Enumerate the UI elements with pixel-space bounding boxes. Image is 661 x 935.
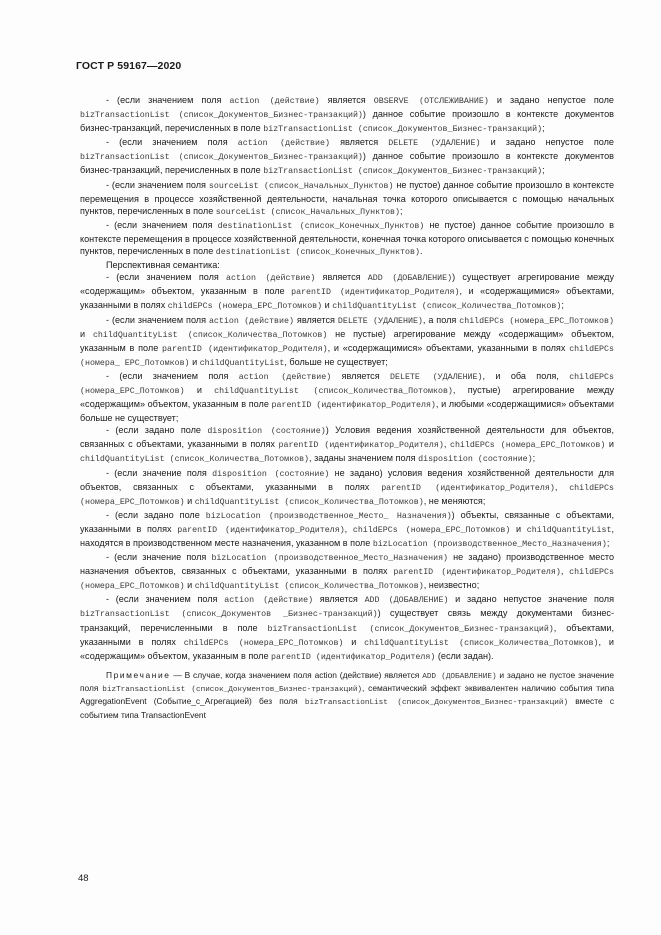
paragraph: - (если значением поля action (действие) является DELETE (УДАЛЕНИЕ) и задано непустое поле bizTransactionList (список_Документов_Бизнес-транзакций)) данное событие произошло в контексте документов бизнес-транзакций, перечисленных в поле bizTransactionList (список_Документов_Бизнес-транзакций); <box>80 137 614 177</box>
paragraph: - (если значением поля sourceList (список_Начальных_Пунктов) не пустое) данное событие произошло в контексте перемещения в процессе хозяйственной деятельности, начальная точка которого описывается с помощью начальных пунктов, перечисленных в поле sourceList (список_Начальных_Пунктов); <box>80 179 614 217</box>
document-body <box>80 94 614 721</box>
paragraph: - (если значением поля action (действие) является DELETE (УДАЛЕНИЕ), а поля childEPCs (номера_EPC_Потомков) и childQuantityList (список_Количества_Потомков) не пустые) агрегирование между «содержащим» объектом, указанным в поле parentID (идентификатор_Родителя), и «содержащимися» объектами, указанными в полях childEPCs (номера_ EPC_Потомков) и childQuantityList, больше не существует; <box>80 314 614 368</box>
paragraph: - (если значением поля destinationList (список_Конечных_Пунктов) не пустое) данное событие произошло в контексте перемещения в процессе хозяйственной деятельности, конечная точка которого описывается с помощью конечных пунктов, перечисленных в поле destinationList (список_Конечных_Пунктов). <box>80 219 615 258</box>
paragraph: - (если значением поля action (действие) является DELETE (УДАЛЕНИЕ), и оба поля, childEPCs (номера_EPC_Потомков) и childQuantityList (список_Количества_Потомков), пустые) агрегирование между «содержащим» объектом, указанным в поле parentID (идентификатор_Родителя), и любыми «содержащимися» объектами больше не существует; <box>80 370 615 424</box>
standard-header: ГОСТ Р 59167—2020 <box>76 60 182 72</box>
page-number: 48 <box>78 873 89 884</box>
note-label: Примечание <box>106 669 171 680</box>
paragraph: - (если значение поля disposition (состояние) не задано) условия ведения хозяйственной деятельности для объектов, связанных с объектами, указанными в полях parentID (идентификатор_Родителя), childEPCs (номера_EPC_Потомков) и childQuantityList (список_Количества_Потомков), не меняются; <box>80 467 614 507</box>
note: Примечание — В случае, когда значением поля action (действие) является ADD (ДОБАВЛЕНИЕ) и задано не пустое значение поля bizTransactionList (список_Документов_Бизнес-транзакций), семантический эффект эквивалентен наличию события типа AggregationEvent (Событие_с_Агрегацией) без поля bizTransactionList (список_Документов_Бизнес-транзакций) вместе с событием типа TransactionEvent <box>80 669 615 720</box>
paragraph: - (если задано поле disposition (состояние)) Условия ведения хозяйственной деятельности для объектов, связанных с объектами, указанными в полях parentID (идентификатор_Родителя), childEPCs (номера_EPC_Потомков) и childQuantityList (список_Количества_Потомков), заданы значением поля disposition (состояние); <box>80 425 615 465</box>
paragraph: - (если значением поля action (действие) является OBSERVE (ОТСЛЕЖИВАНИЕ) и задано непустое поле bizTransactionList (список_Документов_Бизнес-транзакций)) данное событие произошло в контексте документов бизнес-транзакций, перечисленных в поле bizTransactionList (список_Документов_Бизнес-транзакций); <box>80 95 614 135</box>
paragraph: - (если задано поле bizLocation (производственное_Место_ Назначения)) объекты, связанные с объектами, указанными в полях parentID (идентификатор_Родителя), childEPCs (номера_EPC_Потомков) и childQuantityList, находятся в производственном месте назначения, указанном в поле bizLocation (производственное_Место_Назначения); <box>80 509 614 549</box>
section-label: Перспективная семантика: <box>106 260 220 271</box>
paragraph: - (если значением поля action (действие) является ADD (ДОБАВЛЕНИЕ) и задано непустое значение поля bizTransactionList (список_Документов _Бизнес-транзакций)) существует связь между документами бизнес-транзакций, перечисленными в поле bizTransactionList (список_Документов_Бизнес-транзакций), объектами, указанными в полях childEPCs (номера_EPC_Потомков) и childQuantityList (список_Количества_Потомков), и «содержащим» объектом, указанным в поле parentID (идентификатор_Родителя) (если задан). <box>80 594 615 662</box>
paragraph: - (если значением поля action (действие) является ADD (ДОБАВЛЕНИЕ)) существует агрегирование между «содержащим» объектом, указанным в поле parentID (идентификатор_Родителя), и «содержащимися» объектами, указанными в полях childEPCs (номера_EPC_Потомков) и childQuantityList (список_Количества_Потомков); <box>80 272 615 312</box>
paragraph: - (если значение поля bizLocation (производственное_Место_Назначения) не задано) производственное место назначения объектов, связанных с объектами, указанными в полях parentID (идентификатор_Родителя), childEPCs (номера_EPC_Потомков) и childQuantityList (список_Количества_Потомков), неизвестно; <box>80 552 615 592</box>
